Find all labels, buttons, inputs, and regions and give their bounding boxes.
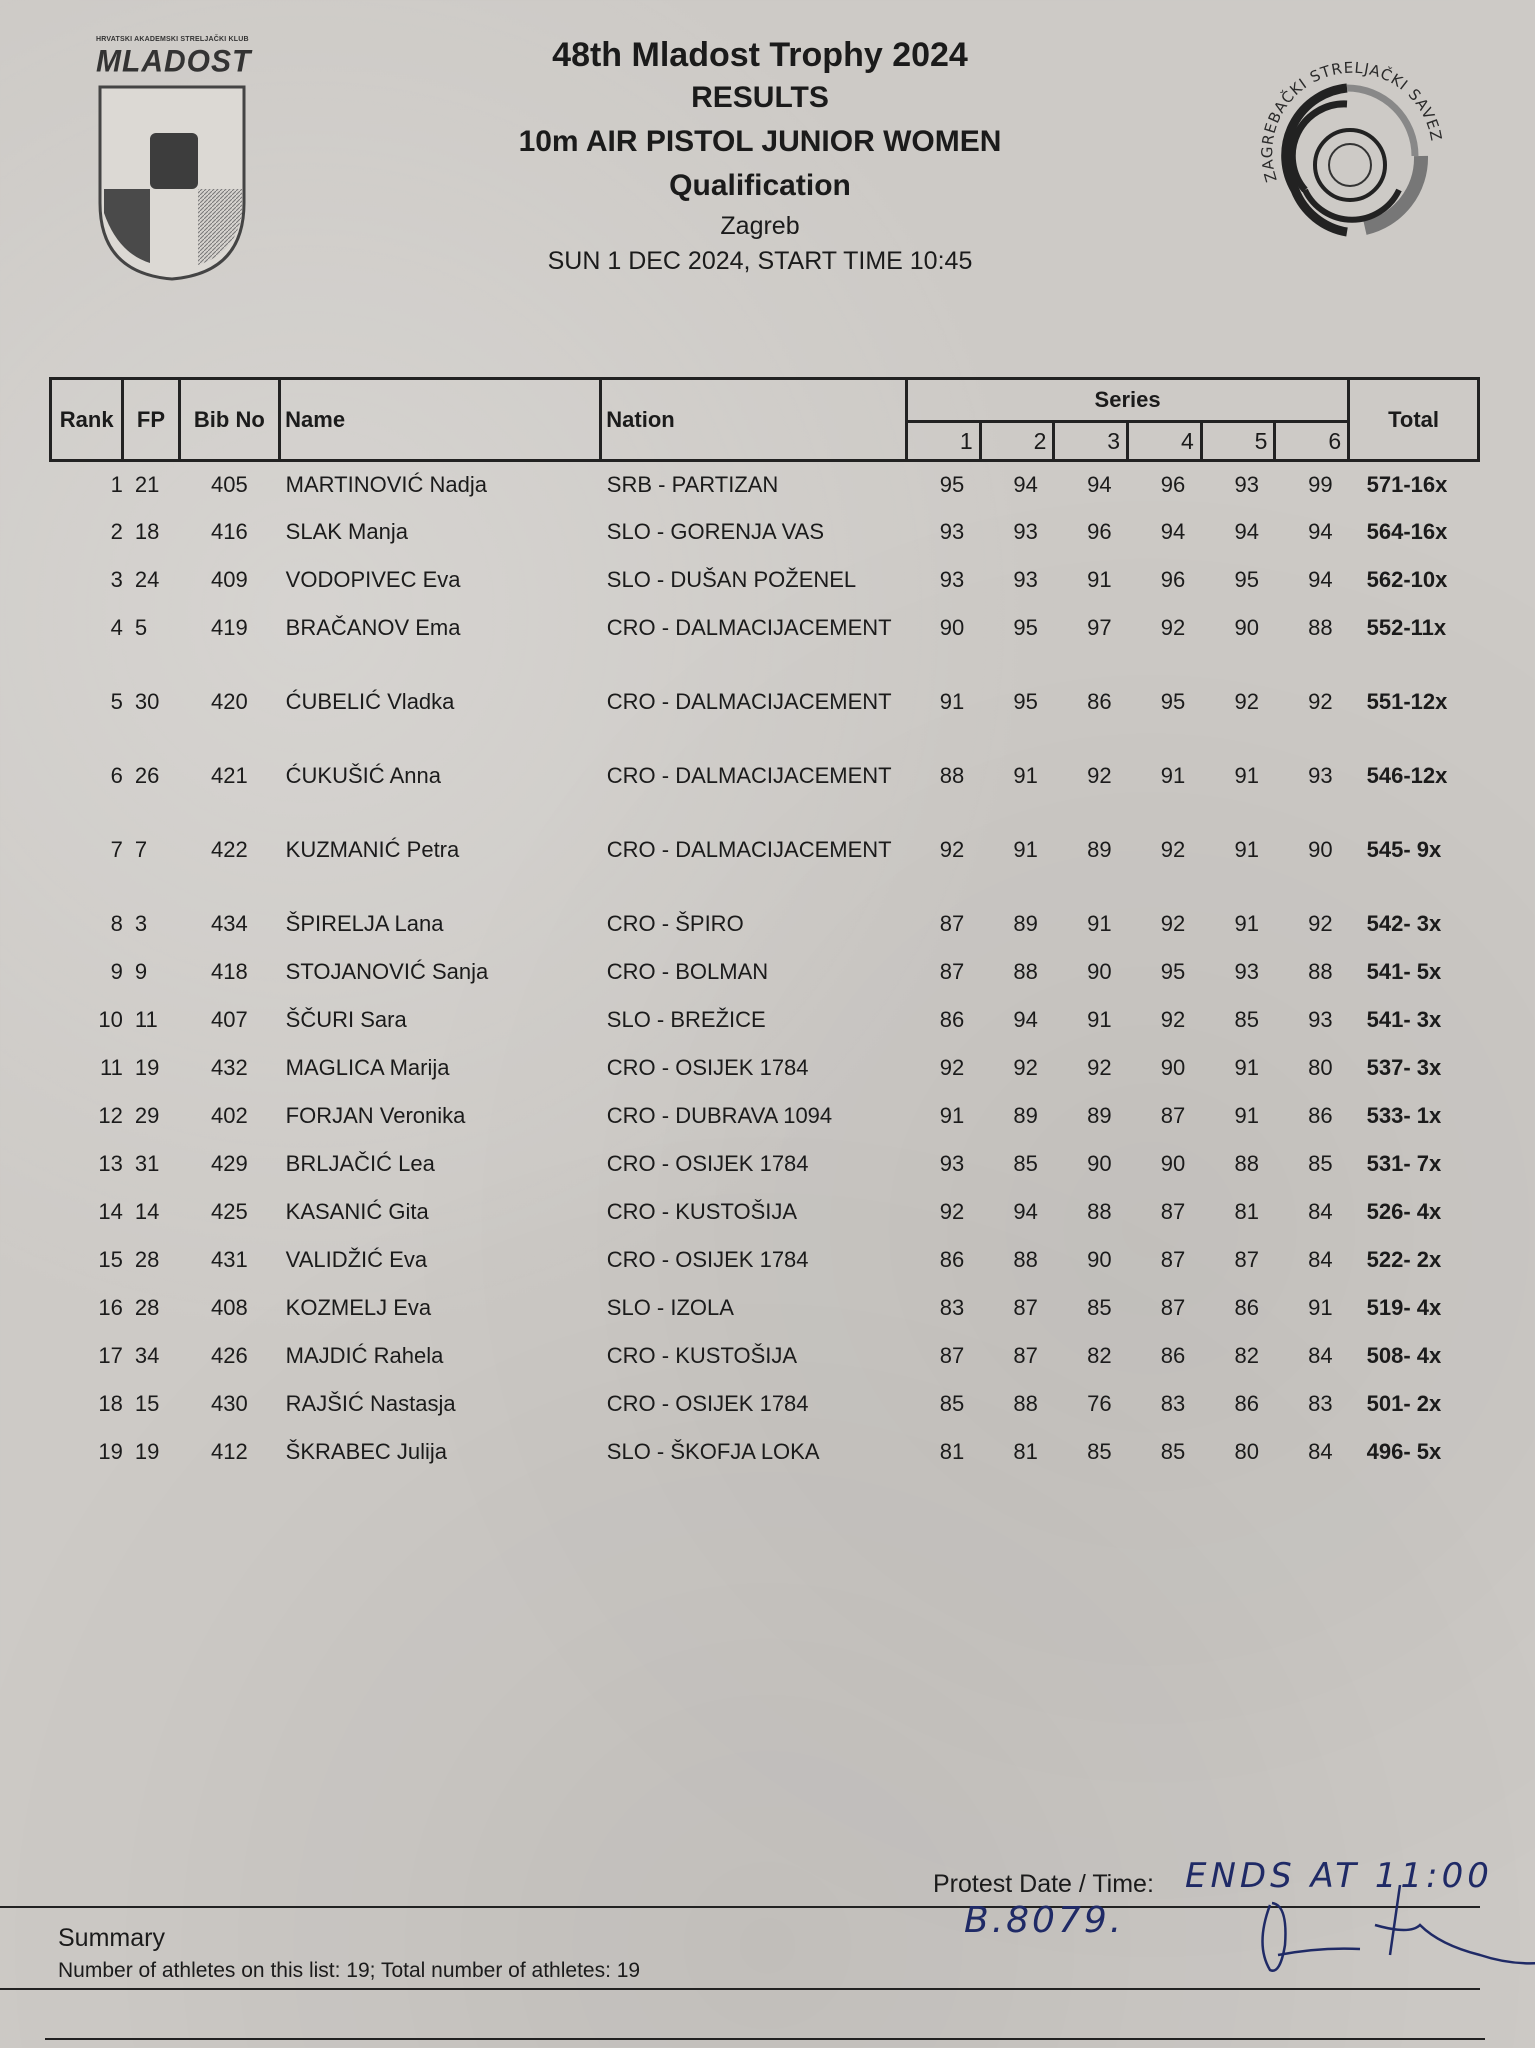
series-5-score: 90 — [1234, 614, 1259, 640]
athlete-name-cell: MARTINOVIĆ Nadja — [285, 472, 487, 497]
athlete-name-cell: ĆUKUŠIĆ Anna — [285, 762, 441, 788]
series-number-1: 1 — [907, 422, 981, 461]
document-header — [400, 34, 1120, 278]
series-6-score: 80 — [1308, 1054, 1333, 1080]
series-4-score: 96 — [1160, 472, 1186, 497]
series-2-score: 85 — [1013, 1150, 1038, 1176]
nation-cell: CRO - DALMACIJACEMENT — [606, 836, 892, 862]
nation-cell: SRB - PARTIZAN — [606, 472, 779, 497]
series-2-score: 93 — [1013, 518, 1038, 544]
series-1-score: 87 — [939, 958, 965, 984]
competition-title: 48th Mladost Trophy 2024 — [552, 36, 968, 74]
series-6-score: 92 — [1308, 688, 1333, 714]
series-5-score: 82 — [1234, 1342, 1259, 1368]
fp-cell: 29 — [134, 1102, 160, 1128]
results-table — [49, 377, 1480, 1477]
series-1-score: 91 — [939, 688, 965, 714]
athlete-name-cell: ŠČURI Sara — [285, 1006, 407, 1032]
series-2-score: 87 — [1013, 1294, 1038, 1320]
bib-cell: 419 — [211, 614, 248, 640]
fp-cell: 28 — [134, 1246, 160, 1272]
athlete-name-cell: ĆUBELIĆ Vladka — [285, 688, 455, 714]
summary-section — [58, 1924, 640, 1983]
series-6-score: 84 — [1308, 1342, 1333, 1368]
bib-cell: 430 — [211, 1390, 248, 1416]
column-header-total: Total — [1349, 379, 1479, 461]
series-3-score: 82 — [1087, 1342, 1112, 1368]
series-1-score: 90 — [939, 614, 965, 640]
nation-cell: CRO - OSIJEK 1784 — [606, 1150, 809, 1176]
signature — [1250, 1885, 1535, 1990]
nation-cell: CRO - KUSTOŠIJA — [606, 1198, 798, 1224]
table-row — [51, 1093, 1479, 1141]
table-row — [51, 901, 1479, 949]
series-number-4: 4 — [1128, 422, 1202, 461]
series-3-score: 85 — [1087, 1294, 1112, 1320]
series-4-score: 92 — [1160, 614, 1186, 640]
series-3-score: 91 — [1087, 910, 1112, 936]
target-rings-logo-icon — [1235, 40, 1465, 250]
series-5-score: 86 — [1234, 1294, 1259, 1320]
date-time: SUN 1 DEC 2024, START TIME 10:45 — [547, 247, 973, 275]
nation-cell: CRO - KUSTOŠIJA — [606, 1342, 798, 1368]
series-3-score: 89 — [1087, 1102, 1112, 1128]
series-3-score: 91 — [1087, 566, 1112, 592]
series-1-score: 91 — [939, 1102, 965, 1128]
column-header-fp: FP — [123, 379, 179, 461]
series-1-score: 85 — [939, 1390, 965, 1416]
total-score-cell: 545- 9x — [1366, 836, 1442, 862]
signature-scribble-icon — [1250, 1885, 1535, 1985]
series-4-score: 92 — [1160, 1006, 1186, 1032]
series-2-score: 95 — [1013, 614, 1038, 640]
table-row — [51, 679, 1479, 753]
series-4-score: 95 — [1160, 958, 1186, 984]
rank-cell: 7 — [110, 836, 123, 862]
series-6-score: 93 — [1308, 1006, 1333, 1032]
series-4-score: 87 — [1160, 1198, 1186, 1224]
athlete-name-cell: STOJANOVIĆ Sanja — [285, 958, 489, 984]
series-2-score: 95 — [1013, 688, 1038, 714]
club-full-name: HRVATSKI AKADEMSKI STRELJAČKI KLUB — [96, 36, 249, 43]
series-4-score: 86 — [1160, 1342, 1186, 1368]
athlete-name-cell: VALIDŽIĆ Eva — [285, 1246, 428, 1272]
series-3-score: 89 — [1087, 836, 1112, 862]
table-row — [51, 1189, 1479, 1237]
series-3-score: 91 — [1087, 1006, 1112, 1032]
series-6-score: 94 — [1308, 566, 1333, 592]
series-6-score: 83 — [1308, 1390, 1333, 1416]
rank-cell: 18 — [98, 1390, 123, 1416]
series-3-score: 96 — [1087, 518, 1112, 544]
bib-cell: 409 — [211, 566, 248, 592]
bib-cell: 418 — [211, 958, 248, 984]
series-1-score: 92 — [939, 1198, 965, 1224]
fp-cell: 21 — [134, 472, 160, 497]
series-5-score: 86 — [1234, 1390, 1259, 1416]
total-score-cell: 541- 5x — [1366, 958, 1442, 984]
athlete-name-cell: RAJŠIĆ Nastasja — [285, 1390, 456, 1416]
series-number-5: 5 — [1201, 422, 1275, 461]
column-header-bib: Bib No — [179, 379, 280, 461]
nation-cell: CRO - DALMACIJACEMENT — [606, 614, 892, 640]
fp-cell: 11 — [134, 1006, 158, 1032]
series-3-score: 92 — [1087, 1054, 1112, 1080]
protest-field — [933, 1856, 1493, 1899]
rank-cell: 19 — [98, 1438, 123, 1464]
fp-cell: 26 — [134, 762, 160, 788]
series-2-score: 91 — [1013, 762, 1038, 788]
bib-cell: 426 — [211, 1342, 248, 1368]
table-row — [51, 1429, 1479, 1477]
athlete-name-cell: VODOPIVEC Eva — [285, 566, 461, 592]
series-2-score: 94 — [1013, 1198, 1038, 1224]
nation-cell: CRO - BOLMAN — [606, 958, 769, 984]
divider-line — [0, 1988, 1480, 1990]
series-number-2: 2 — [980, 422, 1054, 461]
series-5-score: 93 — [1234, 958, 1259, 984]
series-5-score: 85 — [1234, 1006, 1259, 1032]
athlete-name-cell: KOZMELJ Eva — [285, 1294, 432, 1320]
divider-line — [45, 2038, 1485, 2040]
club-name: MLADOST — [96, 44, 252, 79]
bib-cell: 431 — [211, 1246, 248, 1272]
fp-cell: 30 — [134, 688, 160, 714]
rank-cell: 15 — [98, 1246, 123, 1272]
series-4-score: 87 — [1160, 1102, 1186, 1128]
series-6-score: 88 — [1308, 958, 1333, 984]
protest-handwritten-note: ENDS AT 11:00 — [1185, 1856, 1493, 1896]
nation-cell: CRO - DALMACIJACEMENT — [606, 762, 892, 788]
summary-text: Number of athletes on this list: 19; Total number of athletes: 19 — [58, 1959, 641, 1982]
rank-cell: 17 — [98, 1342, 123, 1368]
bib-cell: 416 — [211, 518, 248, 544]
series-5-score: 81 — [1234, 1198, 1259, 1224]
series-1-score: 87 — [939, 1342, 965, 1368]
bib-cell: 432 — [211, 1054, 248, 1080]
series-6-score: 94 — [1308, 518, 1333, 544]
nation-cell: CRO - OSIJEK 1784 — [606, 1246, 809, 1272]
series-2-score: 87 — [1013, 1342, 1038, 1368]
fp-cell: 24 — [134, 566, 160, 592]
series-5-score: 94 — [1234, 518, 1259, 544]
nation-cell: SLO - ŠKOFJA LOKA — [606, 1438, 820, 1464]
rank-cell: 11 — [100, 1054, 123, 1080]
bib-cell: 408 — [211, 1294, 248, 1320]
series-1-score: 83 — [939, 1294, 965, 1320]
series-1-score: 81 — [939, 1438, 965, 1464]
table-row — [51, 949, 1479, 997]
column-header-series: Series — [907, 379, 1349, 422]
bib-cell: 421 — [211, 762, 248, 788]
series-4-score: 95 — [1160, 688, 1186, 714]
bib-cell: 425 — [211, 1198, 248, 1224]
nation-cell: CRO - ŠPIRO — [606, 910, 744, 936]
series-3-score: 86 — [1087, 688, 1112, 714]
series-3-score: 92 — [1087, 762, 1112, 788]
series-1-score: 93 — [939, 518, 965, 544]
series-5-score: 91 — [1234, 836, 1259, 862]
event-name: 10m AIR PISTOL JUNIOR WOMEN — [518, 125, 1002, 158]
fp-cell: 31 — [134, 1150, 160, 1176]
rank-cell: 3 — [110, 566, 123, 592]
rank-cell: 2 — [110, 518, 123, 544]
athlete-name-cell: FORJAN Veronika — [285, 1102, 466, 1128]
total-score-cell: 519- 4x — [1366, 1294, 1442, 1320]
results-heading: RESULTS — [691, 81, 829, 114]
series-2-score: 88 — [1013, 958, 1038, 984]
series-6-score: 84 — [1308, 1246, 1333, 1272]
nation-cell: CRO - DUBRAVA 1094 — [606, 1102, 833, 1128]
athlete-name-cell: SLAK Manja — [285, 518, 408, 544]
total-score-cell: 552-11x — [1366, 614, 1447, 640]
bib-cell: 434 — [211, 910, 248, 936]
series-4-score: 96 — [1160, 566, 1186, 592]
total-score-cell: 562-10x — [1366, 566, 1448, 592]
results-body — [51, 461, 1479, 1477]
rank-cell: 1 — [110, 472, 123, 497]
logo-text: ZAGREBAČKI STRELJAČKI SAVEZ — [1258, 58, 1446, 185]
series-5-score: 88 — [1234, 1150, 1259, 1176]
athlete-name-cell: BRAČANOV Ema — [285, 614, 461, 640]
series-4-score: 94 — [1160, 518, 1186, 544]
fp-cell: 19 — [134, 1438, 160, 1464]
series-5-score: 92 — [1234, 688, 1259, 714]
series-4-score: 90 — [1160, 1054, 1186, 1080]
series-5-score: 93 — [1234, 472, 1259, 497]
bib-cell: 420 — [211, 688, 248, 714]
fp-cell: 18 — [134, 518, 160, 544]
series-5-score: 95 — [1234, 566, 1259, 592]
bib-cell: 407 — [211, 1006, 248, 1032]
series-4-score: 92 — [1160, 910, 1186, 936]
series-1-score: 93 — [939, 1150, 965, 1176]
total-score-cell: 551-12x — [1366, 688, 1448, 714]
nation-cell: SLO - DUŠAN POŽENEL — [606, 566, 857, 592]
column-header-rank: Rank — [51, 379, 123, 461]
series-3-score: 97 — [1087, 614, 1112, 640]
total-score-cell: 533- 1x — [1366, 1102, 1442, 1128]
series-2-score: 92 — [1013, 1054, 1038, 1080]
rank-cell: 4 — [110, 614, 123, 640]
table-row — [51, 827, 1479, 901]
series-2-score: 88 — [1013, 1390, 1038, 1416]
series-1-score: 92 — [939, 1054, 965, 1080]
table-row — [51, 753, 1479, 827]
series-6-score: 90 — [1308, 836, 1333, 862]
series-number-3: 3 — [1054, 422, 1128, 461]
rank-cell: 10 — [98, 1006, 123, 1032]
series-1-score: 86 — [939, 1246, 965, 1272]
rank-cell: 12 — [98, 1102, 123, 1128]
nation-cell: SLO - BREŽICE — [606, 1006, 766, 1032]
table-row — [51, 1381, 1479, 1429]
column-header-nation: Nation — [601, 379, 907, 461]
nation-cell: CRO - OSIJEK 1784 — [606, 1054, 809, 1080]
fp-cell: 9 — [134, 958, 148, 984]
series-3-score: 85 — [1087, 1438, 1112, 1464]
zagreb-shooting-federation-logo — [1235, 40, 1465, 250]
rank-cell: 6 — [110, 762, 123, 788]
series-2-score: 88 — [1013, 1246, 1038, 1272]
series-2-score: 81 — [1013, 1438, 1038, 1464]
series-1-score: 93 — [939, 566, 965, 592]
rank-cell: 8 — [110, 910, 123, 936]
series-4-score: 87 — [1160, 1246, 1186, 1272]
handwritten-code: B.8079. — [964, 1900, 1125, 1941]
summary-heading: Summary — [58, 1924, 165, 1952]
series-6-score: 91 — [1308, 1294, 1333, 1320]
series-1-score: 87 — [939, 910, 965, 936]
bib-cell: 429 — [211, 1150, 248, 1176]
fp-cell: 19 — [134, 1054, 160, 1080]
table-row — [51, 509, 1479, 557]
shield-logo-icon — [96, 83, 248, 283]
series-6-score: 86 — [1308, 1102, 1333, 1128]
series-1-score: 88 — [939, 762, 965, 788]
table-row — [51, 1045, 1479, 1093]
nation-cell: CRO - OSIJEK 1784 — [606, 1390, 809, 1416]
series-2-score: 89 — [1013, 1102, 1038, 1128]
series-5-score: 87 — [1234, 1246, 1259, 1272]
bib-cell: 422 — [211, 836, 248, 862]
protest-label: Protest Date / Time: — [933, 1870, 1154, 1898]
series-2-score: 94 — [1013, 1006, 1038, 1032]
nation-cell: SLO - IZOLA — [606, 1294, 734, 1320]
series-3-score: 94 — [1087, 472, 1112, 497]
series-3-score: 90 — [1087, 1150, 1112, 1176]
table-row — [51, 1237, 1479, 1285]
series-4-score: 83 — [1160, 1390, 1186, 1416]
series-2-score: 91 — [1013, 836, 1038, 862]
total-score-cell: 501- 2x — [1366, 1390, 1442, 1416]
total-score-cell: 571-16x — [1366, 472, 1448, 497]
fp-cell: 5 — [134, 614, 148, 640]
series-6-score: 99 — [1308, 472, 1333, 497]
rank-cell: 9 — [110, 958, 123, 984]
nation-cell: CRO - DALMACIJACEMENT — [606, 688, 892, 714]
series-1-score: 86 — [939, 1006, 965, 1032]
bib-cell: 412 — [211, 1438, 248, 1464]
fp-cell: 15 — [134, 1390, 160, 1416]
location: Zagreb — [720, 212, 800, 240]
table-row — [51, 1285, 1479, 1333]
rank-cell: 14 — [98, 1198, 123, 1224]
total-score-cell: 526- 4x — [1366, 1198, 1442, 1224]
series-6-score: 93 — [1308, 762, 1333, 788]
athlete-name-cell: MAGLICA Marija — [285, 1054, 450, 1080]
series-1-score: 92 — [939, 836, 965, 862]
fp-cell: 7 — [134, 836, 148, 862]
series-2-score: 89 — [1013, 910, 1038, 936]
table-row — [51, 605, 1479, 679]
series-4-score: 91 — [1160, 762, 1186, 788]
series-4-score: 87 — [1160, 1294, 1186, 1320]
series-4-score: 92 — [1160, 836, 1186, 862]
fp-cell: 34 — [134, 1342, 160, 1368]
total-score-cell: 508- 4x — [1366, 1342, 1442, 1368]
total-score-cell: 546-12x — [1366, 762, 1448, 788]
fp-cell: 28 — [134, 1294, 160, 1320]
athlete-name-cell: KUZMANIĆ Petra — [285, 836, 460, 862]
rank-cell: 5 — [110, 688, 123, 714]
athlete-name-cell: ŠKRABEC Julija — [285, 1438, 448, 1464]
stage-name: Qualification — [669, 169, 851, 202]
total-score-cell: 522- 2x — [1366, 1246, 1442, 1272]
mladost-club-logo — [96, 36, 252, 283]
series-number-6: 6 — [1275, 422, 1349, 461]
series-3-score: 90 — [1087, 958, 1112, 984]
series-3-score: 90 — [1087, 1246, 1112, 1272]
series-6-score: 84 — [1308, 1438, 1333, 1464]
series-2-score: 93 — [1013, 566, 1038, 592]
series-1-score: 95 — [939, 472, 965, 497]
series-6-score: 84 — [1308, 1198, 1333, 1224]
series-5-score: 91 — [1234, 762, 1259, 788]
table-row — [51, 997, 1479, 1045]
rank-cell: 13 — [98, 1150, 123, 1176]
series-5-score: 91 — [1234, 910, 1259, 936]
bib-cell: 402 — [211, 1102, 248, 1128]
table-row — [51, 1141, 1479, 1189]
fp-cell: 14 — [134, 1198, 160, 1224]
series-6-score: 85 — [1308, 1150, 1333, 1176]
total-score-cell: 496- 5x — [1366, 1438, 1442, 1464]
series-5-score: 91 — [1234, 1102, 1259, 1128]
table-row — [51, 461, 1479, 509]
athlete-name-cell: MAJDIĆ Rahela — [285, 1342, 444, 1368]
total-score-cell: 542- 3x — [1366, 910, 1442, 936]
total-score-cell: 537- 3x — [1366, 1054, 1442, 1080]
nation-cell: SLO - GORENJA VAS — [606, 518, 824, 544]
athlete-name-cell: KASANIĆ Gita — [285, 1198, 429, 1224]
total-score-cell: 541- 3x — [1366, 1006, 1442, 1032]
total-score-cell: 564-16x — [1366, 518, 1448, 544]
rank-cell: 16 — [98, 1294, 123, 1320]
column-header-name: Name — [280, 379, 601, 461]
athlete-name-cell: BRLJAČIĆ Lea — [285, 1150, 435, 1176]
series-4-score: 90 — [1160, 1150, 1186, 1176]
series-4-score: 85 — [1160, 1438, 1186, 1464]
bib-cell: 405 — [211, 472, 248, 497]
table-row — [51, 1333, 1479, 1381]
series-2-score: 94 — [1013, 472, 1038, 497]
series-6-score: 88 — [1308, 614, 1333, 640]
series-3-score: 88 — [1087, 1198, 1112, 1224]
total-score-cell: 531- 7x — [1366, 1150, 1442, 1176]
series-6-score: 92 — [1308, 910, 1333, 936]
series-5-score: 91 — [1234, 1054, 1259, 1080]
athlete-name-cell: ŠPIRELJA Lana — [285, 910, 444, 936]
series-3-score: 76 — [1087, 1390, 1112, 1416]
fp-cell: 3 — [134, 910, 148, 936]
series-5-score: 80 — [1234, 1438, 1259, 1464]
table-row — [51, 557, 1479, 605]
